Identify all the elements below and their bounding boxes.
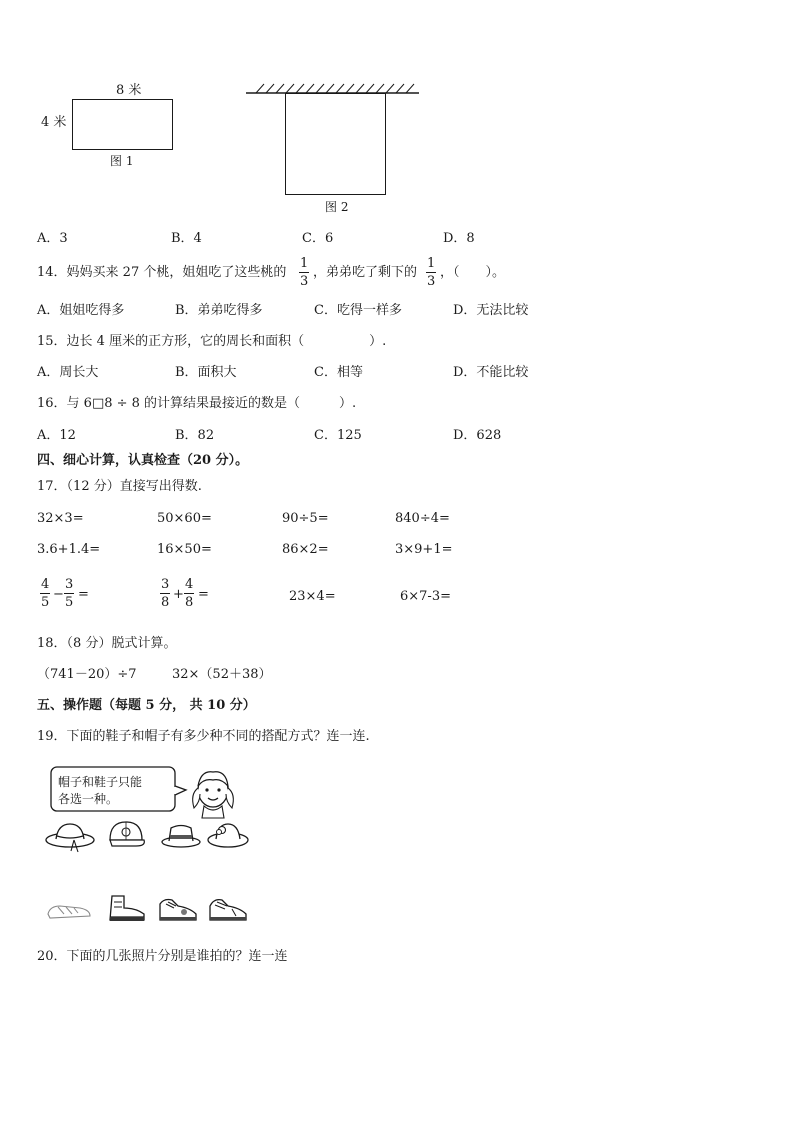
q14-option-c: C．吃得一样多 [314, 303, 402, 318]
sun-hat-icon [44, 818, 96, 854]
q16-option-c: C．125 [314, 428, 362, 443]
q14-frac1-numerator: 1 [300, 256, 309, 271]
section5-title: 五、操作题（每题 5 分， 共 10 分） [37, 698, 256, 713]
q14-option-b: B．弟弟吃得多 [175, 303, 263, 318]
girl-icon [186, 764, 246, 820]
q17-r3-item-4: 6×7-3= [400, 589, 451, 604]
sport-shoe-icon [206, 894, 250, 924]
q17-r3-item-3: 23×4= [289, 589, 336, 604]
speech-line-1: 帽子和鞋子只能 [58, 775, 143, 789]
q17-title: 17．（12 分）直接写出得数. [37, 479, 202, 494]
denominator: 5 [65, 595, 74, 610]
q20-title: 20．下面的几张照片分别是谁拍的？连一连 [37, 949, 288, 964]
q14-frac1-denominator: 3 [300, 274, 309, 289]
numerator: 3 [161, 577, 170, 592]
fig2-square [285, 93, 386, 195]
q17-r3-eq-2: = [198, 587, 209, 602]
q16-question: 16．与 6□8 ÷ 8 的计算结果最接近的数是（ ）. [37, 396, 357, 411]
q16-option-d: D．628 [453, 428, 502, 443]
q16-option-b: B．82 [175, 428, 215, 443]
denominator: 8 [185, 595, 194, 610]
q14-prefix: 14．妈妈买来 27 个桃，姐姐吃了这些桃的 [37, 265, 287, 280]
q17-r2-item-3: 86×2= [282, 542, 329, 557]
denominator: 5 [41, 595, 50, 610]
fig1-width-label: 8 米 [116, 83, 142, 98]
q18-title: 18．（8 分）脱式计算。 [37, 636, 177, 651]
cap-icon [106, 818, 146, 852]
q17-r2-item-4: 3×9+1= [395, 542, 453, 557]
q14-middle: ，弟弟吃了剩下的 [313, 265, 418, 280]
flower-hat-icon [206, 818, 250, 852]
q17-r3-op-2: + [173, 587, 184, 602]
numerator: 4 [41, 577, 50, 592]
q17-r3-op-1: − [53, 587, 64, 602]
fedora-hat-icon [160, 820, 202, 850]
q17-r3-frac-a2 [160, 578, 170, 609]
boot-icon [106, 892, 150, 924]
q14-suffix: ，（ ）。 [440, 265, 506, 280]
q15-option-a: A．周长大 [37, 365, 99, 380]
section4-title: 四、细心计算，认真检查（20 分）。 [37, 453, 249, 468]
q17-r2-item-2: 16×50= [157, 542, 212, 557]
q15-option-b: B．面积大 [175, 365, 237, 380]
q13-option-c: C．6 [302, 231, 334, 246]
q15-option-d: D．不能比较 [453, 365, 529, 380]
q18-item-1: （741－20）÷7 [37, 667, 137, 682]
fig1-rectangle [72, 99, 173, 150]
q17-r1-item-1: 32×3= [37, 511, 84, 526]
q17-r2-item-1: 3.6+1.4= [37, 542, 101, 557]
q17-r3-frac-a1 [40, 578, 50, 609]
q13-option-b: B．4 [171, 231, 202, 246]
q17-r3-frac-b1 [64, 578, 74, 609]
q14-fraction-1 [299, 257, 309, 288]
q15-option-c: C．相等 [314, 365, 363, 380]
q13-option-a: A．3 [37, 231, 68, 246]
q19-title: 19．下面的鞋子和帽子有多少种不同的搭配方式？连一连. [37, 729, 370, 744]
q17-r3-frac-b2 [184, 578, 194, 609]
fig1-caption: 图 1 [110, 154, 134, 168]
fig2-caption: 图 2 [325, 200, 349, 214]
q18-item-2: 32×（52＋38） [172, 667, 272, 682]
q16-option-a: A．12 [37, 428, 76, 443]
fig1-height-label: 4 米 [41, 115, 67, 130]
speech-line-2: 各选一种。 [58, 792, 119, 806]
sandal-icon [44, 898, 94, 922]
q14-option-a: A．姐姐吃得多 [37, 303, 125, 318]
q15-question: 15．边长 4 厘米的正方形，它的周长和面积（ ）. [37, 334, 387, 349]
q14-fraction-2 [426, 257, 436, 288]
numerator: 3 [65, 577, 74, 592]
q13-option-d: D．8 [443, 231, 475, 246]
q14-frac2-numerator: 1 [427, 256, 436, 271]
q17-r1-item-2: 50×60= [157, 511, 212, 526]
sneaker-icon [156, 894, 200, 924]
denominator: 8 [161, 595, 170, 610]
q17-r3-eq-1: = [78, 587, 89, 602]
q17-r1-item-3: 90÷5= [282, 511, 329, 526]
q14-option-d: D．无法比较 [453, 303, 529, 318]
q17-r1-item-4: 840÷4= [395, 511, 450, 526]
numerator: 4 [185, 577, 194, 592]
q14-frac2-denominator: 3 [427, 274, 436, 289]
